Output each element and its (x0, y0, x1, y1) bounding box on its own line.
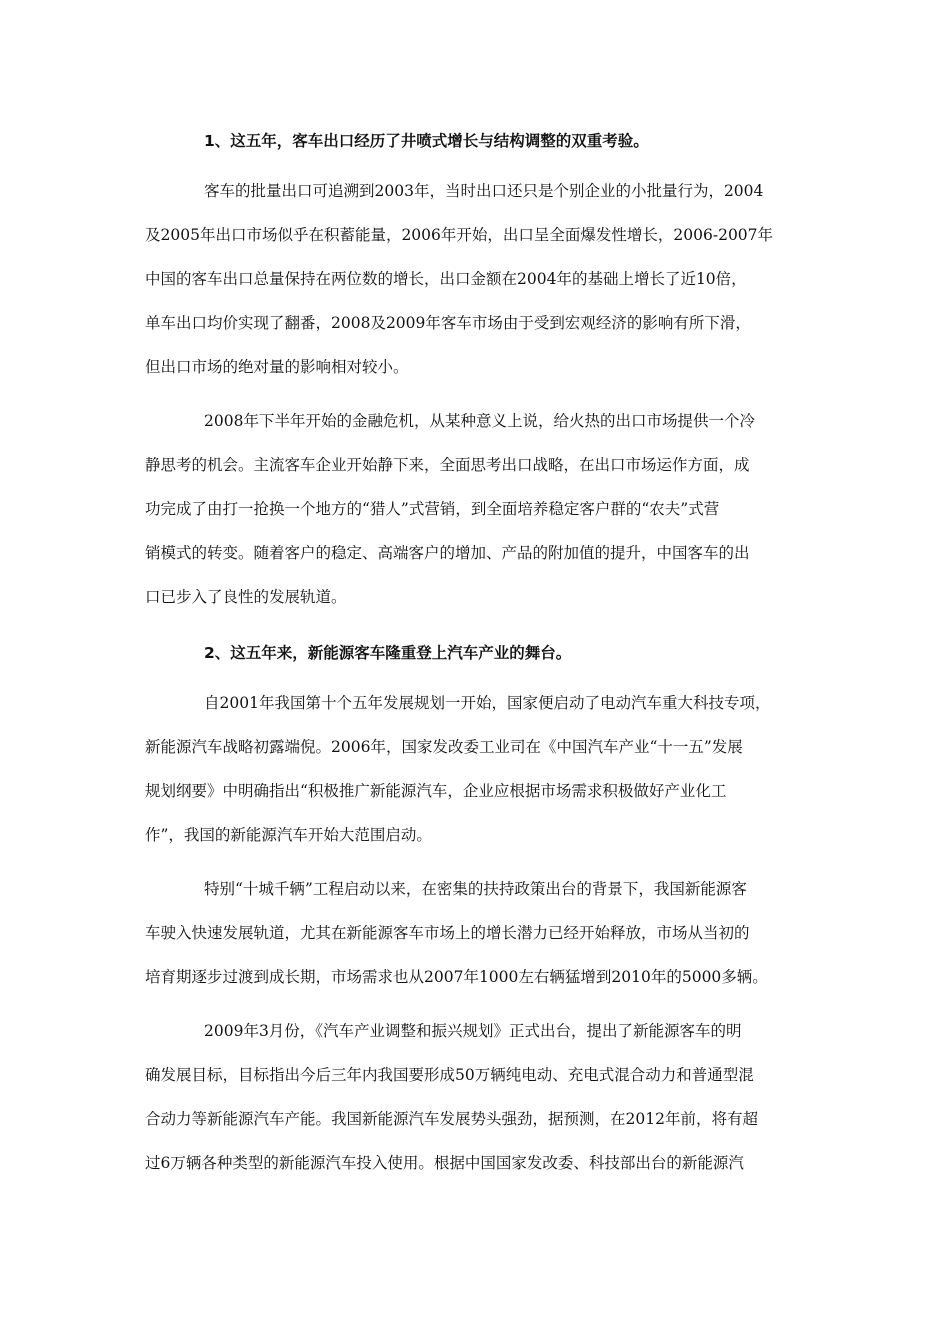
paragraph-line: 规划纲要》中明确指出“积极推广新能源汽车，企业应根据市场需求积极做好产业化工 (145, 782, 727, 800)
paragraph-line: 口已步入了良性的发展轨道。 (145, 588, 347, 606)
paragraph-line: 及2005年出口市场似乎在积蓄能量，2006年开始，出口呈全面爆发性增长，2006-2007年 (145, 226, 774, 244)
section-2-heading: 2、这五年来，新能源客车隆重登上汽车产业的舞台。 (204, 644, 572, 662)
paragraph-line: 特别“十城千辆”工程启动以来，在密集的扶持政策出台的背景下，我国新能源客 (204, 880, 747, 898)
paragraph-line: 2009年3月份，《汽车产业调整和振兴规划》正式出台，提出了新能源客车的明 (204, 1022, 742, 1040)
paragraph-line: 单车出口均价实现了翻番，2008及2009年客车市场由于受到宏观经济的影响有所下滑， (145, 314, 751, 332)
paragraph-line: 作”，我国的新能源汽车开始大范围启动。 (145, 826, 432, 844)
paragraph-line: 2008年下半年开始的金融危机，从某种意义上说，给火热的出口市场提供一个冷 (204, 412, 755, 430)
paragraph-line: 功完成了由打一抢换一个地方的“猎人”式营销，到全面培养稳定客户群的“农夫”式营 (145, 500, 720, 518)
paragraph-line: 中国的客车出口总量保持在两位数的增长，出口金额在2004年的基础上增长了近10倍， (145, 270, 747, 288)
paragraph-line: 新能源汽车战略初露端倪。2006年，国家发改委工业司在《中国汽车产业“十一五”发展 (145, 738, 743, 756)
paragraph-line: 自2001年我国第十个五年发展规划一开始，国家便启动了电动汽车重大科技专项， (204, 694, 771, 712)
paragraph-line: 销模式的转变。随着客户的稳定、高端客户的增加、产品的附加值的提升，中国客车的出 (145, 544, 750, 562)
paragraph-line: 但出口市场的绝对量的影响相对较小。 (145, 358, 409, 376)
paragraph-line: 过6万辆各种类型的新能源汽车投入使用。根据中国国家发改委、科技部出台的新能源汽 (145, 1154, 744, 1172)
paragraph-line: 培育期逐步过渡到成长期，市场需求也从2007年1000左右辆猛增到2010年的5000多辆。 (145, 968, 768, 986)
paragraph-line: 客车的批量出口可追溯到2003年，当时出口还只是个别企业的小批量行为，2004 (204, 182, 764, 200)
paragraph-line: 车驶入快速发展轨道，尤其在新能源客车市场上的增长潜力已经开始释放，市场从当初的 (145, 924, 750, 942)
paragraph-line: 合动力等新能源汽车产能。我国新能源汽车发展势头强劲，据预测，在2012年前，将有超 (145, 1110, 758, 1128)
paragraph-line: 静思考的机会。主流客车企业开始静下来，全面思考出口战略，在出口市场运作方面，成 (145, 456, 750, 474)
section-1-heading: 1、这五年，客车出口经历了井喷式增长与结构调整的双重考验。 (204, 132, 649, 150)
paragraph-line: 确发展目标，目标指出今后三年内我国要形成50万辆纯电动、充电式混合动力和普通型混 (145, 1066, 754, 1084)
